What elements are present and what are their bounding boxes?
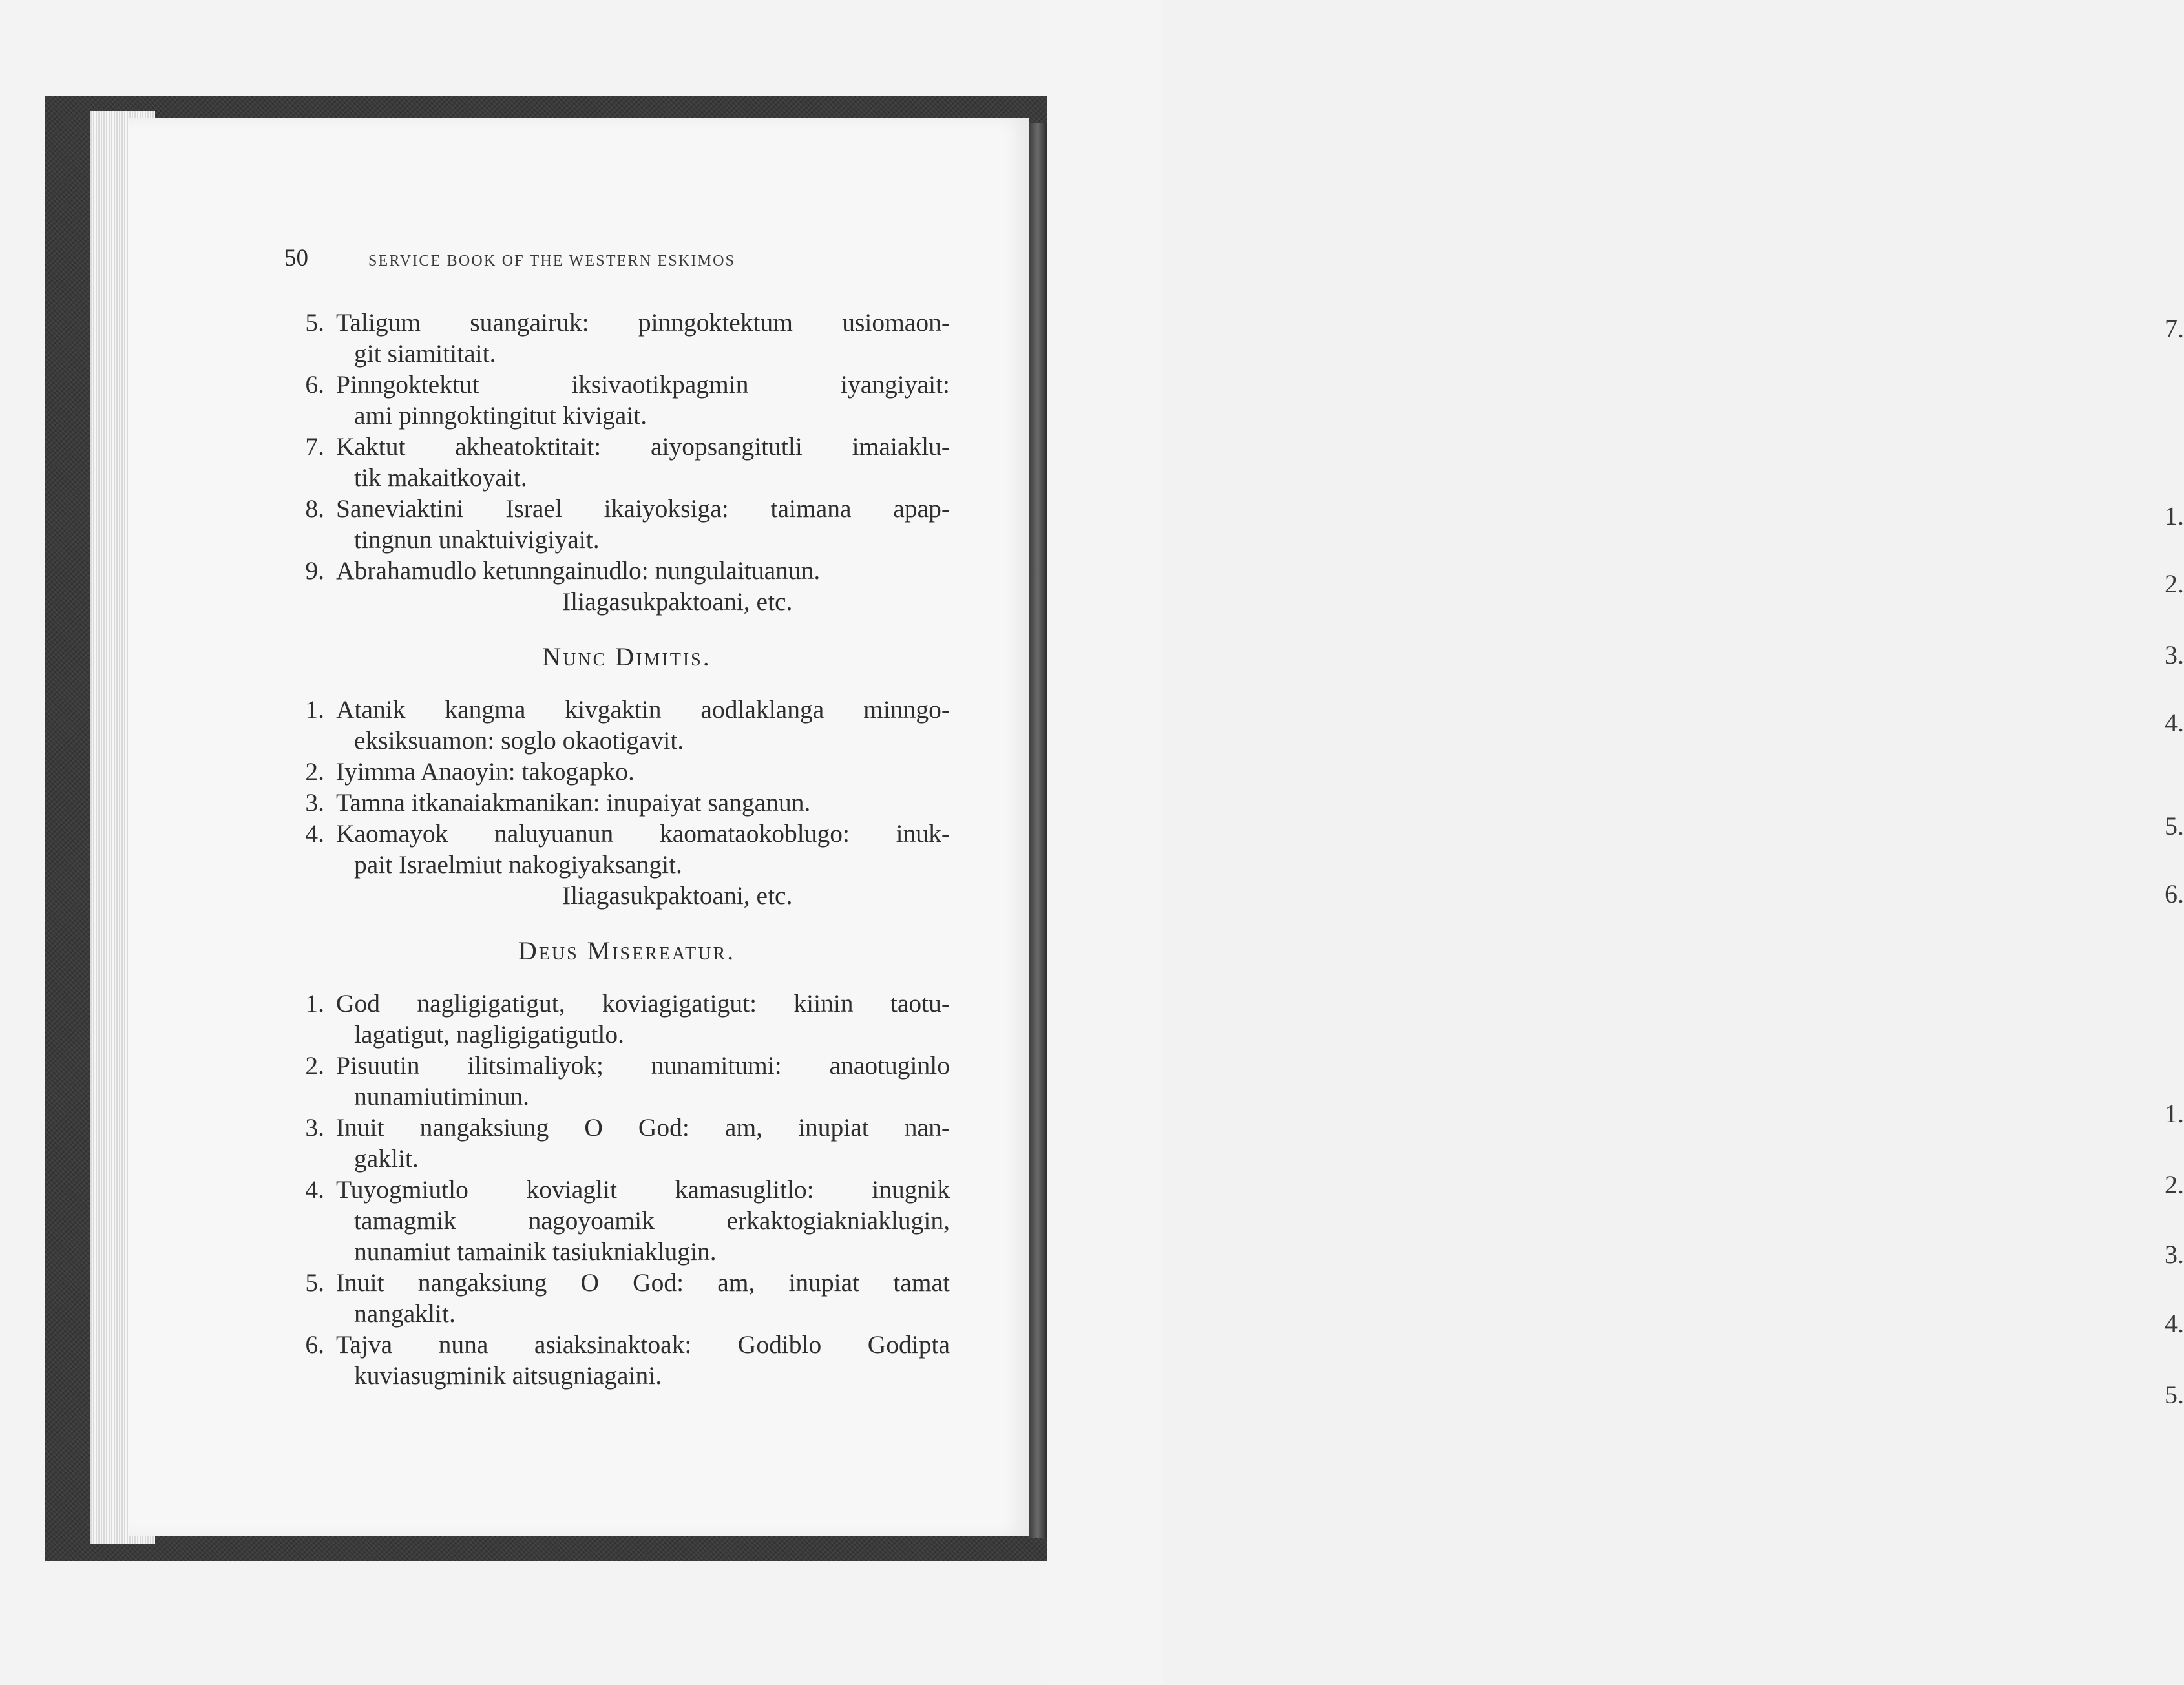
verse-line: pait Israelmiut nakogiyaksangit. [354,850,682,879]
verse-line: tingnun unaktuivigiyait. [354,525,600,554]
verse-text [336,787,950,818]
verse-line: Pinngoktektut iksivaotikpagmin iyangiyait: [336,370,950,399]
verse-line: ami pinngoktingitut kivigait. [354,401,647,430]
verse-line: Pisuutin ilitsimaliyok; nunamitumi: anaotuginlo [336,1051,950,1080]
verse-text [336,1050,950,1112]
facing-verse-number: 2. [2165,569,2184,598]
verse-line: Taligum suangairuk: pinngoktektum usiomaon- [336,308,950,337]
verse-text [336,493,950,555]
verse [284,369,950,431]
verse-text [336,431,950,493]
verse-line: Tamna itkanaiakmanikan: inupaiyat sanganun. [336,788,811,817]
verse-number: 2. [305,757,324,786]
verse-number: 1. [305,989,324,1018]
verse-line: nunamiutiminun. [354,1082,530,1111]
verse-number: 5. [305,1268,324,1297]
verse-list-magnificat-end [284,307,950,586]
verse [284,493,950,555]
verse [284,787,950,818]
verse-number: 5. [305,308,324,337]
refrain: Iliagasukpaktoani, etc. [562,587,793,616]
verse-line: Inuit nangaksiung O God: am, inupiat tamat [336,1268,950,1297]
verse-line: nunamiut tamainik tasiukniaklugin. [354,1237,717,1266]
verse-text [336,988,950,1050]
verse [284,694,950,756]
verse-line: eksiksuamon: soglo okaotigavit. [354,726,684,755]
verse [284,431,950,493]
verse-line: Kaomayok naluyuanun kaomataokoblugo: inuk- [336,819,950,848]
facing-verse-number: 4. [2165,1309,2184,1338]
facing-verse-number: 2. [2165,1170,2184,1199]
verse-line: gaklit. [354,1144,419,1173]
verse-text [336,369,950,431]
verse-list-deus-misereatur [284,988,950,1391]
refrain: Iliagasukpaktoani, etc. [562,881,793,910]
verse-number: 6. [305,1330,324,1359]
verse-line: Tajva nuna asiaksinaktoak: Godiblo Godipta [336,1330,950,1359]
verse-number: 9. [305,556,324,585]
running-head: SERVICE BOOK OF THE WESTERN ESKIMOS [368,253,736,269]
verse-line: Tuyogmiutlo koviaglit kamasuglitlo: inugnik [336,1175,950,1204]
verse [284,307,950,369]
section-title-nunc-dimitis: Nunc Dimitis. [542,642,711,671]
facing-verse-number: 4. [2165,708,2184,737]
verse-line: kuviasugminik aitsugniagaini. [354,1361,662,1390]
verse-text [336,1112,950,1174]
verse-number: 3. [305,788,324,817]
verse-line: nangaklit. [354,1299,456,1328]
verse-line: lagatigut, nagligigatigutlo. [354,1020,624,1049]
verse-line: Kaktut akheatoktitait: aiyopsangitutli imaiaklu- [336,432,950,461]
page-number: 50 [284,245,308,271]
page-content [284,307,950,1391]
verse-line: Abrahamudlo ketunngainudlo: nungulaituanun. [336,556,821,585]
verse-number: 8. [305,494,324,523]
verse-text [336,555,950,586]
facing-verse-number: 5. [2165,1380,2184,1409]
verse-text [336,1267,950,1329]
verse-number: 4. [305,819,324,848]
verse-text [336,694,950,756]
verse-line: git siamititait. [354,339,496,368]
verse-text [336,1174,950,1267]
verse [284,756,950,787]
verse-number: 3. [305,1113,324,1142]
verse-line: Iyimma Anaoyin: takogapko. [336,757,635,786]
verse-number: 2. [305,1051,324,1080]
verse [284,818,950,880]
page-header [284,244,866,277]
section-title-deus-misereatur: Deus Misereatur. [518,936,736,965]
verse-list-nunc-dimitis [284,694,950,880]
verse-line: Saneviaktini Israel ikaiyoksiga: taimana apap- [336,494,950,523]
verse-line: Atanik kangma kivgaktin aodlaklanga minngo- [336,695,950,724]
verse [284,555,950,586]
verse-number: 6. [305,370,324,399]
verse-number: 7. [305,432,324,461]
facing-verse-number: 5. [2165,811,2184,841]
verse [284,1174,950,1267]
facing-verse-number: 1. [2165,501,2184,530]
facing-verse-number: 1. [2165,1099,2184,1128]
verse-line: God nagligigatigut, koviagigatigut: kiinin taotu- [336,989,950,1018]
verse-number: 1. [305,695,324,724]
verse [284,1112,950,1174]
verse [284,1050,950,1112]
verse [284,988,950,1050]
verse-line: tamagmik nagoyoamik erkaktogiakniaklugin, [354,1206,950,1235]
verse [284,1267,950,1329]
verse-line: tik makaitkoyait. [354,463,527,492]
facing-verse-number: 3. [2165,1240,2184,1269]
verse-line: Inuit nangaksiung O God: am, inupiat nan- [336,1113,950,1142]
verse-text [336,1329,950,1391]
verse [284,1329,950,1391]
facing-verse-number: 7. [2165,314,2184,343]
verse-text [336,307,950,369]
verse-text [336,756,950,787]
facing-verse-number: 3. [2165,640,2184,669]
verse-number: 4. [305,1175,324,1204]
verse-text [336,818,950,880]
facing-verse-number: 6. [2165,879,2184,908]
